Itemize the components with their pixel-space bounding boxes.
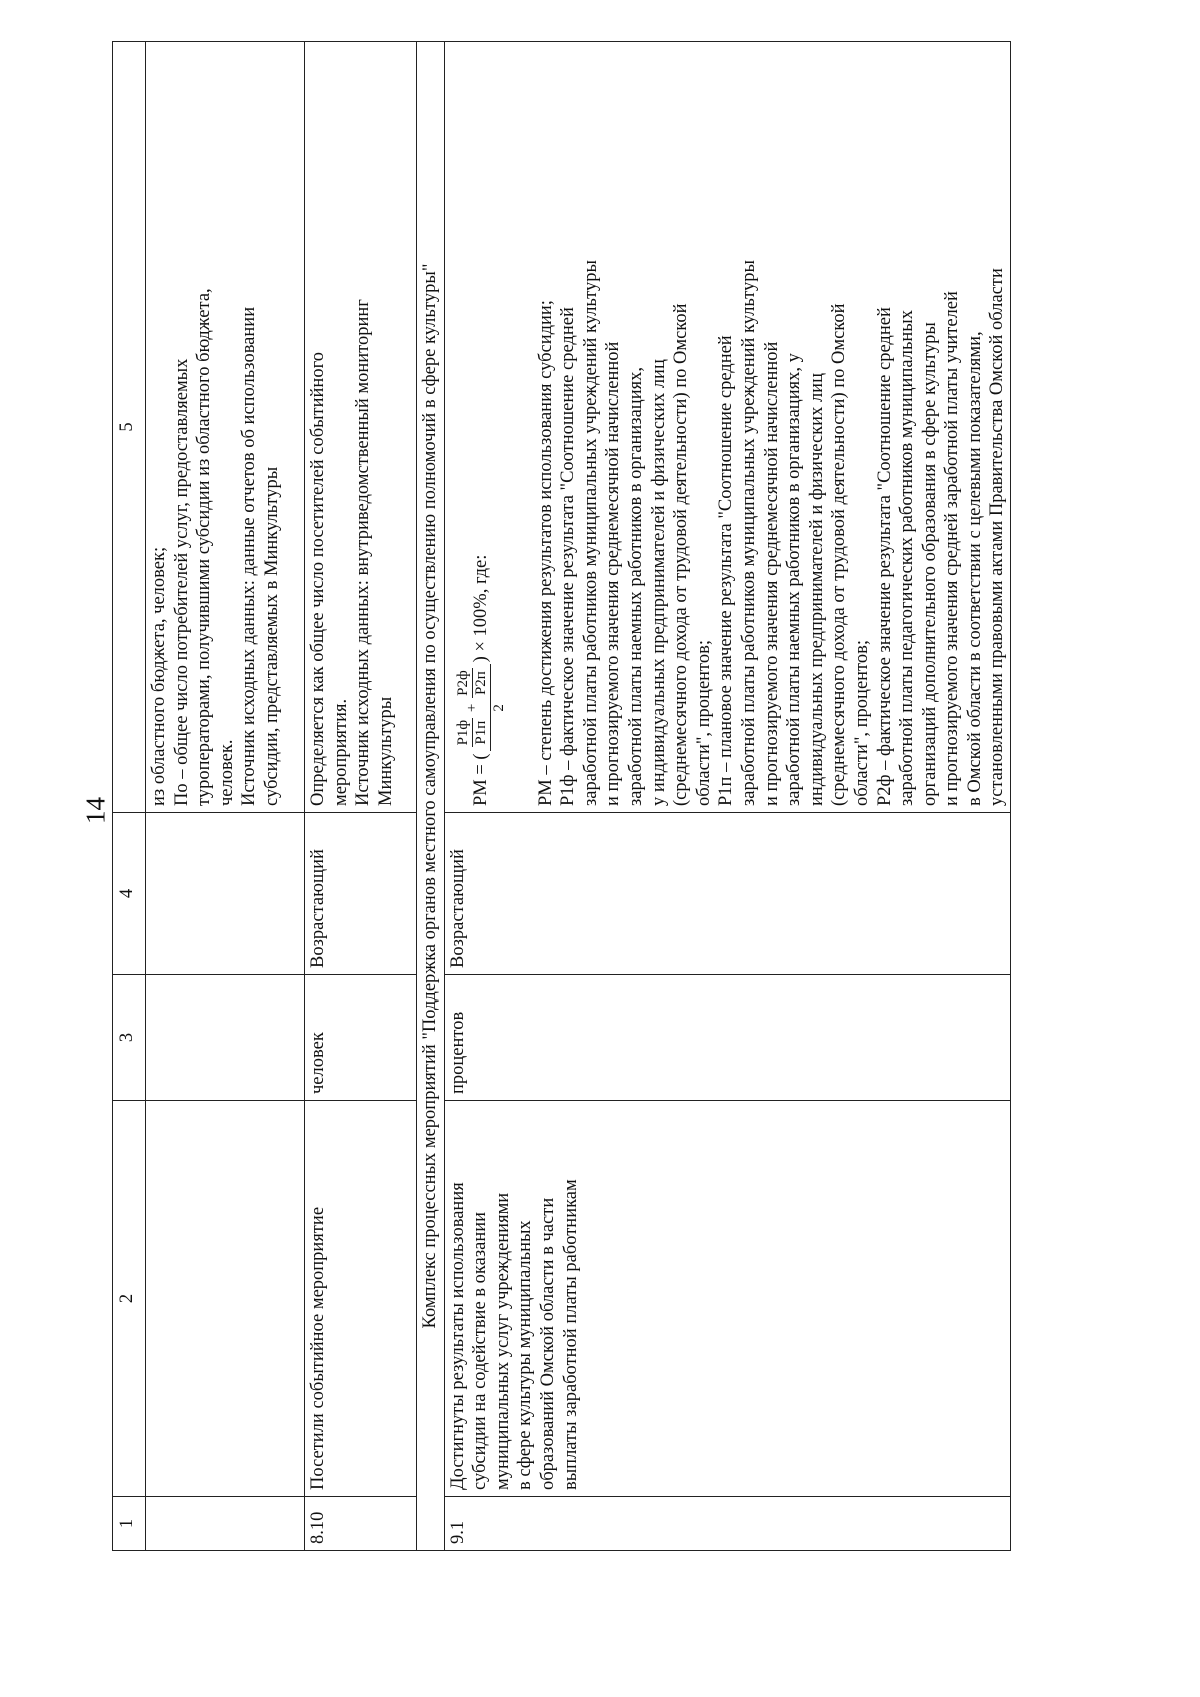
method-line: области", процентов; [693,639,714,806]
method-line: индивидуальных предпринимателей и физических лиц [806,373,827,806]
method-line: субсидии, представляемых в Минкультуры [261,466,282,806]
method-line: заработной платы наемных работников в организациях, [625,367,646,806]
method-line: и прогнозируемого значения среднемесячной начисленной [603,341,624,806]
indicator-line: в сфере культуры муниципальных [515,1220,536,1490]
page-number: 14 [80,797,111,824]
cell-num [146,1497,305,1551]
formula-lhs: РМ = ( [471,753,492,806]
method-line: у индивидуальных предпринимателей и физических лиц [648,359,669,806]
method-line: Р1ф – фактическое значение результата "Соотношение средней [558,307,579,806]
method-line: заработной платы работников муниципальных учреждений культуры [738,260,759,806]
cell-indicator: Посетили событийное мероприятие [305,1101,417,1497]
indicator-line: Достигнуты результаты использования [447,1182,468,1490]
cell-direction: Возрастающий [444,813,1010,975]
method-line: заработной платы наемных работников в организациях, у [784,353,805,806]
method-line: и прогнозируемого значения средней заработной платы учителей [942,291,963,806]
method-line: туроператорами, получившими субсидии из областного бюджета, [194,288,215,806]
cell-unit: процентов [444,975,1010,1101]
rotated-table-page [112,41,1072,1551]
indicator-line: муниципальных услуг учреждениями [492,1192,513,1490]
cell-direction [146,813,305,975]
method-line: (среднемесячного дохода от трудовой деятельности) по Омской [829,303,850,806]
cell-direction: Возрастающий [305,813,417,975]
cell-unit [146,975,305,1101]
table-row-8-10 [305,42,417,1551]
table-row-9-1 [444,42,1010,1551]
method-line: РМ – степень достижения результатов использования субсидии; [535,300,556,806]
cell-num: 8.10 [305,1497,417,1551]
header-col-2: 2 [113,1101,146,1497]
method-line: установленными правовыми актами Правительства Омской области [987,268,1008,806]
formula-tail: ) × 100%, где: [471,554,492,663]
header-col-5: 5 [113,42,146,813]
method-line: Р1п – плановое значение результата "Соотношение средней [716,335,737,806]
method-line: Источник исходных данных: данные отчетов об использовании [239,306,260,806]
formula-sum-fraction [455,664,508,751]
cell-method [444,42,1010,813]
formula-f2-den: Р2п [473,671,490,696]
method-line: из областного бюджета, человек; [149,546,169,806]
cell-method [305,42,417,813]
method-line: заработной платы работников муниципальных учреждений культуры [580,260,601,806]
header-col-4: 4 [113,813,146,975]
formula-f2-num: Р2ф [455,670,472,696]
cell-method [146,42,305,813]
formula-fraction-1 [455,718,490,748]
method-line: Определяется как общее число посетителей событийного [308,352,328,806]
method-line: организаций дополнительного образования в сфере культуры [919,322,940,806]
formula [449,48,515,806]
indicator-line: субсидии на содействие в оказании [470,1211,491,1490]
formula-f1-den: Р1п [473,720,490,745]
method-line: (среднемесячного дохода от трудовой деятельности) по Омской [671,303,692,806]
table-row-continuation [146,42,305,1551]
indicator-line: образований Омской области в части [537,1197,558,1490]
method-line: в Омской области в соответствии с целевыми показателями, [964,331,985,806]
method-line: По – общее число потребителей услуг, предоставляемых [171,358,192,806]
method-line: Минкультуры [375,696,396,806]
formula-divisor: 2 [491,704,508,712]
formula-fraction-2 [455,668,490,698]
method-line: области", процентов; [851,639,872,806]
cell-indicator [146,1101,305,1497]
method-line: Р2ф – фактическое значение результата "Соотношение средней [874,307,895,806]
method-line: Источник исходных данных: внутриведомственный мониторинг [353,299,374,806]
formula-sum [455,664,491,751]
header-col-3: 3 [113,975,146,1101]
header-col-1: 1 [113,1497,146,1551]
cell-indicator [444,1101,1010,1497]
method-line: и прогнозируемого значения среднемесячной начисленной [761,341,782,806]
section-title: Комплекс процессных мероприятий "Поддержка органов местного самоуправления по осуществлению полномочий в сфере культуры" [417,42,445,1551]
method-line: заработной платы педагогических работников муниципальных [897,310,918,806]
section-row [417,42,445,1551]
indicators-table [112,41,1011,1551]
formula-f1-num: Р1ф [455,719,472,746]
indicator-line: выплаты заработной платы работникам [560,1179,581,1490]
header-row [113,42,146,1551]
method-line: мероприятия. [330,698,351,806]
cell-num: 9.1 [444,1497,1010,1551]
method-line: человек. [216,739,237,806]
cell-unit: человек [305,975,417,1101]
formula-plus: + [464,703,481,713]
